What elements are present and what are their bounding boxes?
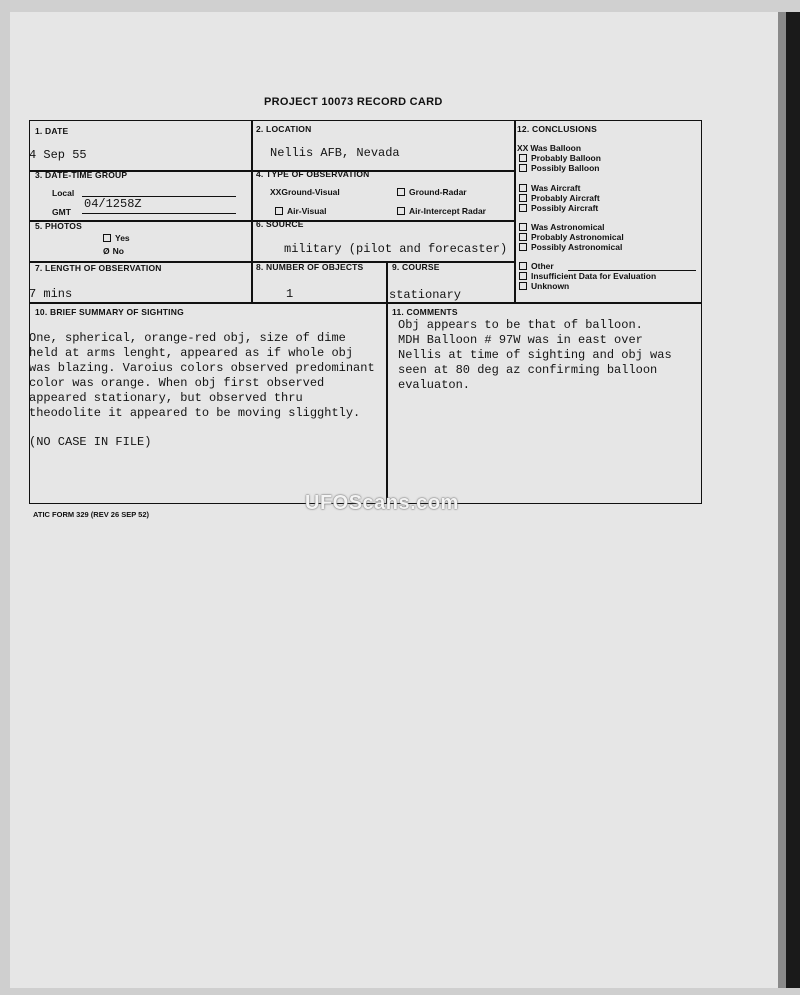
- air-visual-text: Air-Visual: [287, 206, 327, 216]
- checkbox-icon: [519, 243, 527, 251]
- divider-col1: [251, 121, 253, 302]
- conclusion-possibly-aircraft: [519, 203, 598, 213]
- scan-edge-bottom: [0, 988, 800, 995]
- checkbox-icon: [519, 282, 527, 290]
- scan-edge-top: [0, 0, 800, 12]
- conclusion-text: Unknown: [531, 281, 570, 291]
- photos-no-check: Ø: [103, 246, 110, 256]
- checkbox-icon: [519, 272, 527, 280]
- conclusion-insufficient-data: [519, 271, 656, 281]
- checkbox-icon: [519, 204, 527, 212]
- length-value: 7 mins: [29, 287, 73, 301]
- conclusion-text: Probably Astronomical: [531, 232, 624, 242]
- conclusion-text: Insufficient Data for Evaluation: [531, 271, 657, 281]
- location-label: 2. LOCATION: [256, 124, 312, 134]
- conclusion-was-balloon: [517, 143, 581, 153]
- checkbox-icon: [275, 207, 283, 215]
- comments-line: Obj appears to be that of balloon.: [398, 318, 643, 332]
- conclusion-was-aircraft: [519, 183, 580, 193]
- course-label: 9. COURSE: [392, 262, 440, 272]
- gmt-label: GMT: [52, 207, 71, 217]
- checkbox-icon: [397, 188, 405, 196]
- objects-label: 8. NUMBER OF OBJECTS: [256, 262, 364, 272]
- conclusion-probably-astronomical: [519, 232, 624, 242]
- summary-label: 10. BRIEF SUMMARY OF SIGHTING: [35, 307, 184, 317]
- checkbox-icon: [519, 233, 527, 241]
- conclusion-probably-aircraft: [519, 193, 600, 203]
- conclusion-text: Possibly Balloon: [531, 163, 600, 173]
- comments-line: MDH Balloon # 97W was in east over: [398, 333, 643, 347]
- photos-no-option: [103, 246, 124, 256]
- observation-type-label: 4. TYPE OF OBSERVATION: [256, 169, 370, 179]
- ground-visual-option: [270, 187, 340, 197]
- air-visual-option: [275, 206, 327, 216]
- comments-line: seen at 80 deg az confirming balloon: [398, 363, 658, 377]
- summary-line: appeared stationary, but observed thru: [29, 391, 303, 405]
- form-number: ATIC FORM 329 (REV 26 SEP 52): [33, 510, 150, 519]
- ground-radar-option: [397, 187, 467, 197]
- conclusion-possibly-astronomical: [519, 242, 622, 252]
- photos-no-text: No: [112, 246, 124, 256]
- checkbox-icon: [519, 262, 527, 270]
- conclusion-text: Probably Balloon: [531, 153, 601, 163]
- checkbox-icon: [519, 223, 527, 231]
- conclusion-was-astronomical: [519, 222, 605, 232]
- comments-line: Nellis at time of sighting and obj was: [398, 348, 672, 362]
- ground-radar-text: Ground-Radar: [409, 187, 467, 197]
- conclusion-text: Possibly Aircraft: [531, 203, 599, 213]
- gmt-underline: [82, 213, 236, 214]
- comments-text: [398, 318, 672, 393]
- conclusion-unknown: [519, 281, 569, 291]
- watermark: UFOScans.com: [305, 492, 459, 514]
- summary-text: [29, 331, 375, 421]
- source-label: 6. SOURCE: [256, 219, 304, 229]
- air-intercept-option: [397, 206, 486, 216]
- conclusion-text: Other: [531, 261, 554, 271]
- conclusion-text: Was Astronomical: [531, 222, 605, 232]
- conclusion-text: Was Aircraft: [531, 183, 581, 193]
- summary-line: color was orange. When obj first observed: [29, 376, 325, 390]
- summary-line: One, spherical, orange-red obj, size of dime: [29, 331, 346, 345]
- divider-row4: [30, 302, 701, 304]
- ground-visual-check: XX: [270, 187, 282, 197]
- checkbox-icon: [103, 234, 111, 242]
- conclusion-other: [519, 261, 554, 271]
- summary-line: theodolite it appeared to be moving sligghtly.: [29, 406, 361, 420]
- card-title: PROJECT 10073 RECORD CARD: [264, 96, 443, 108]
- conclusion-probably-balloon: [519, 153, 601, 163]
- source-value: military (pilot and forecaster): [284, 242, 508, 256]
- date-label: 1. DATE: [35, 126, 69, 136]
- photos-label: 5. PHOTOS: [35, 221, 82, 231]
- summary-line: held at arms lenght, appeared as if whole obj: [29, 346, 354, 360]
- conclusion-text: Was Balloon: [530, 143, 582, 153]
- datetime-label: 3. DATE-TIME GROUP: [35, 170, 128, 180]
- course-value: stationary: [389, 288, 462, 302]
- photos-yes-text: Yes: [115, 233, 130, 243]
- conclusion-possibly-balloon: [519, 163, 600, 173]
- divider-col2: [514, 121, 516, 302]
- date-value: 4 Sep 55: [29, 148, 87, 162]
- checkbox-icon: [519, 164, 527, 172]
- gmt-value: 04/1258Z: [84, 197, 142, 211]
- conclusion-text: Probably Aircraft: [531, 193, 600, 203]
- conclusions-label: 12. CONCLUSIONS: [517, 124, 597, 134]
- conclusion-check: XX: [517, 143, 529, 153]
- length-label: 7. LENGTH OF OBSERVATION: [35, 263, 162, 273]
- photos-yes-option: [103, 233, 130, 243]
- local-label: Local: [52, 188, 75, 198]
- conclusion-text: Possibly Astronomical: [531, 242, 623, 252]
- comments-label: 11. COMMENTS: [392, 307, 458, 317]
- summary-line: was blazing. Varoius colors observed predominant: [29, 361, 375, 375]
- ground-visual-text: Ground-Visual: [281, 187, 340, 197]
- checkbox-icon: [519, 184, 527, 192]
- air-intercept-text: Air-Intercept Radar: [409, 206, 486, 216]
- location-value: Nellis AFB, Nevada: [270, 146, 400, 160]
- checkbox-icon: [519, 194, 527, 202]
- objects-value: 1: [286, 287, 294, 301]
- checkbox-icon: [519, 154, 527, 162]
- summary-note: (NO CASE IN FILE): [29, 435, 152, 449]
- divider-col3: [386, 261, 388, 504]
- checkbox-icon: [397, 207, 405, 215]
- scan-edge-left: [0, 0, 10, 995]
- comments-line: evaluaton.: [398, 378, 471, 392]
